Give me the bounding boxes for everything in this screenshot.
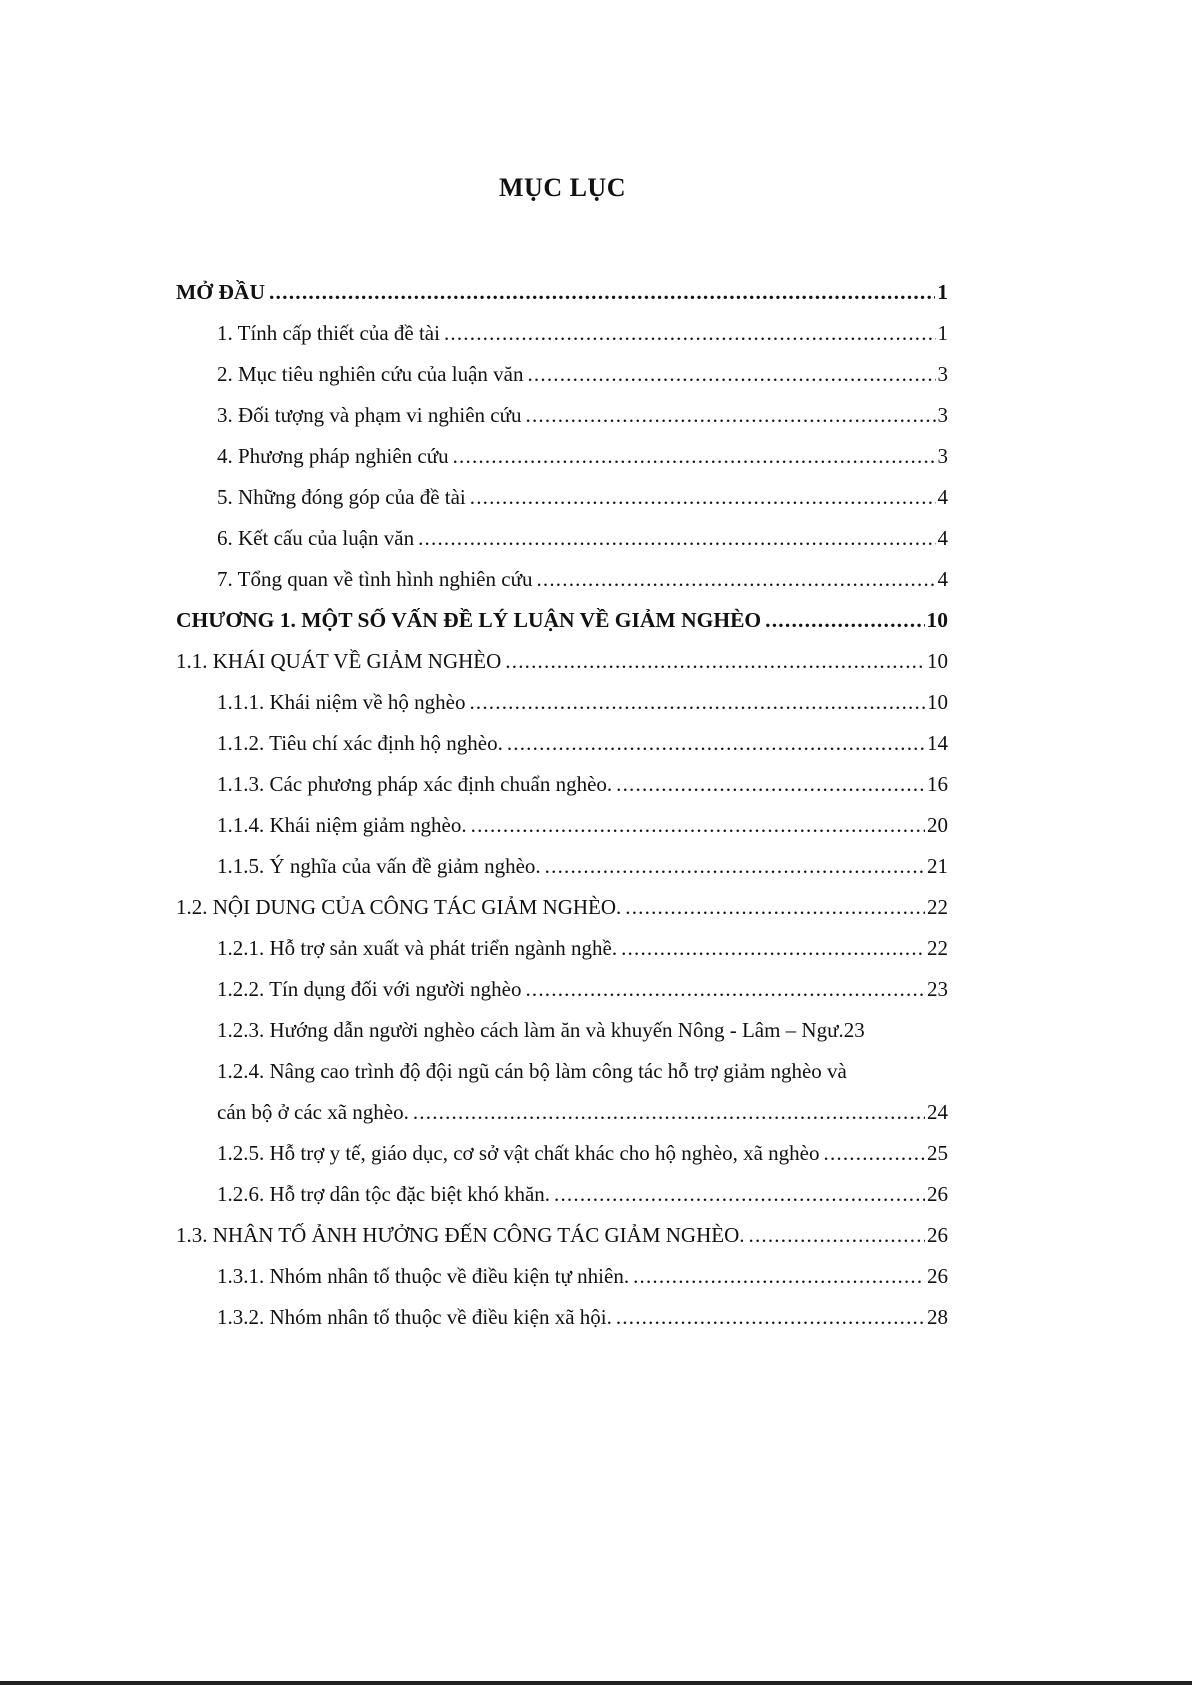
toc-entry[interactable] bbox=[176, 928, 948, 969]
toc-entry[interactable] bbox=[176, 805, 948, 846]
toc-entry[interactable] bbox=[176, 1092, 948, 1133]
toc-entry-label: 1.1.4. Khái niệm giảm nghèo. bbox=[217, 813, 467, 837]
toc-entry-page: 23 bbox=[843, 1018, 865, 1042]
dot-leader bbox=[507, 723, 925, 764]
dot-leader bbox=[470, 477, 936, 518]
dot-leader bbox=[765, 600, 924, 641]
dot-leader bbox=[269, 272, 935, 313]
toc-entry-label: 1.1.2. Tiêu chí xác định hộ nghèo. bbox=[217, 731, 503, 755]
toc-entry[interactable] bbox=[176, 1133, 948, 1174]
toc-entry-page: 10 bbox=[926, 608, 948, 632]
toc-entry-page: 3 bbox=[937, 403, 948, 427]
toc-entry-page: 4 bbox=[937, 526, 948, 550]
toc-entry[interactable] bbox=[176, 1297, 948, 1338]
toc-entry-label: 3. Đối tượng và phạm vi nghiên cứu bbox=[217, 403, 522, 427]
toc-entry-label: 1.2. NỘI DUNG CỦA CÔNG TÁC GIẢM NGHÈO. bbox=[176, 895, 622, 919]
dot-leader bbox=[526, 395, 936, 436]
dot-leader bbox=[453, 436, 936, 477]
toc-entry-page: 26 bbox=[927, 1182, 948, 1206]
toc-entry-page: 22 bbox=[927, 895, 948, 919]
dot-leader bbox=[633, 1256, 925, 1297]
dot-leader bbox=[554, 1174, 925, 1215]
toc-entry-section-1-3[interactable] bbox=[176, 1215, 948, 1256]
toc-entry-label: 1.1.5. Ý nghĩa của vấn đề giảm nghèo. bbox=[217, 854, 541, 878]
dot-leader bbox=[527, 354, 935, 395]
toc-entry[interactable] bbox=[176, 436, 948, 477]
dot-leader bbox=[505, 641, 925, 682]
dot-leader bbox=[536, 559, 935, 600]
toc-entry-label: 1.2.1. Hỗ trợ sản xuất và phát triển ngành nghề. bbox=[217, 936, 618, 960]
toc-entry-label: 1.2.5. Hỗ trợ y tế, giáo dục, cơ sở vật chất khác cho hộ nghèo, xã nghèo bbox=[217, 1141, 820, 1165]
toc-entry-mo-dau[interactable] bbox=[176, 272, 948, 313]
toc-entry[interactable] bbox=[176, 313, 948, 354]
toc-entry-label: MỞ ĐẦU bbox=[176, 280, 265, 304]
toc-entry-page: 4 bbox=[937, 567, 948, 591]
toc-entry-label: 1.3. NHÂN TỐ ẢNH HƯỞNG ĐẾN CÔNG TÁC GIẢM NGHÈO. bbox=[176, 1223, 745, 1247]
toc-entry-label: cán bộ ở các xã nghèo. bbox=[217, 1100, 409, 1124]
toc-entry-page: 1 bbox=[937, 280, 948, 304]
toc-entry[interactable] bbox=[176, 559, 948, 600]
toc-entry-page: 26 bbox=[927, 1223, 948, 1247]
table-of-contents bbox=[176, 272, 948, 1338]
dot-leader bbox=[824, 1133, 926, 1174]
toc-entry-label: 6. Kết cấu của luận văn bbox=[217, 526, 415, 550]
dot-leader bbox=[616, 1297, 925, 1338]
toc-entry-label: CHƯƠNG 1. MỘT SỐ VẤN ĐỀ LÝ LUẬN VỀ GIẢM NGHÈO bbox=[176, 608, 762, 632]
toc-entry-label: 5. Những đóng góp của đề tài bbox=[217, 485, 466, 509]
toc-entry[interactable] bbox=[176, 518, 948, 559]
toc-entry-label: 1.1.1. Khái niệm về hộ nghèo bbox=[217, 690, 466, 714]
dot-leader bbox=[545, 846, 925, 887]
dot-leader bbox=[471, 805, 925, 846]
toc-entry-label-line-1[interactable]: 1.2.4. Nâng cao trình độ đội ngũ cán bộ làm công tác hỗ trợ giảm nghèo và bbox=[217, 1059, 847, 1083]
toc-entry-page: 20 bbox=[927, 813, 948, 837]
toc-entry-page: 1 bbox=[937, 321, 948, 345]
toc-entry[interactable] bbox=[176, 354, 948, 395]
toc-entry-label: 2. Mục tiêu nghiên cứu của luận văn bbox=[217, 362, 524, 386]
dot-leader bbox=[625, 887, 925, 928]
toc-entry-page: 10 bbox=[927, 690, 948, 714]
dot-leader bbox=[749, 1215, 926, 1256]
toc-entry-label: 4. Phương pháp nghiên cứu bbox=[217, 444, 449, 468]
toc-entry-label: 1.2.3. Hướng dẫn người nghèo cách làm ăn và khuyến Nông - Lâm – Ngư. bbox=[217, 1018, 844, 1042]
toc-entry[interactable] bbox=[176, 723, 948, 764]
dot-leader bbox=[413, 1092, 925, 1133]
dot-leader bbox=[616, 764, 925, 805]
toc-entry-page: 23 bbox=[927, 977, 948, 1001]
toc-entry-page: 24 bbox=[927, 1100, 948, 1124]
toc-entry-page: 4 bbox=[937, 485, 948, 509]
toc-entry[interactable] bbox=[176, 1256, 948, 1297]
toc-entry[interactable] bbox=[176, 477, 948, 518]
toc-entry-page: 16 bbox=[927, 772, 948, 796]
toc-entry-page: 3 bbox=[937, 362, 948, 386]
toc-entry-label: 1. Tính cấp thiết của đề tài bbox=[217, 321, 440, 345]
toc-entry-label: 1.1. KHÁI QUÁT VỀ GIẢM NGHÈO bbox=[176, 649, 502, 673]
toc-entry-page: 14 bbox=[927, 731, 948, 755]
toc-entry-label: 1.3.2. Nhóm nhân tố thuộc về điều kiện xã hội. bbox=[217, 1305, 612, 1329]
toc-entry-label: 1.2.6. Hỗ trợ dân tộc đặc biệt khó khăn. bbox=[217, 1182, 551, 1206]
toc-entry-page: 3 bbox=[937, 444, 948, 468]
dot-leader bbox=[418, 518, 935, 559]
toc-entry[interactable] bbox=[176, 1174, 948, 1215]
page-bottom-rule bbox=[0, 1681, 1192, 1685]
toc-entry-page: 22 bbox=[927, 936, 948, 960]
dot-leader bbox=[444, 313, 936, 354]
toc-entry-page: 26 bbox=[927, 1264, 948, 1288]
toc-entry-label: 1.1.3. Các phương pháp xác định chuẩn nghèo. bbox=[217, 772, 613, 796]
toc-entry-section-1-1[interactable] bbox=[176, 641, 948, 682]
toc-entry[interactable] bbox=[176, 682, 948, 723]
toc-entry-page: 28 bbox=[927, 1305, 948, 1329]
dot-leader bbox=[621, 928, 925, 969]
toc-entry-page: 21 bbox=[927, 854, 948, 878]
dot-leader bbox=[525, 969, 925, 1010]
dot-leader bbox=[469, 682, 925, 723]
toc-entry-page: 10 bbox=[927, 649, 948, 673]
toc-entry-page: 25 bbox=[927, 1141, 948, 1165]
toc-entry[interactable] bbox=[176, 846, 948, 887]
toc-entry-section-1-2[interactable] bbox=[176, 887, 948, 928]
toc-entry[interactable] bbox=[176, 969, 948, 1010]
toc-entry[interactable] bbox=[176, 1010, 948, 1051]
page-title: MỤC LỤC bbox=[499, 173, 626, 202]
toc-entry-chapter-1[interactable] bbox=[176, 600, 948, 641]
toc-entry-label: 7. Tổng quan về tình hình nghiên cứu bbox=[217, 567, 533, 591]
toc-entry-label: 1.3.1. Nhóm nhân tố thuộc về điều kiện tự nhiên. bbox=[217, 1264, 630, 1288]
toc-entry[interactable] bbox=[176, 764, 948, 805]
toc-entry[interactable] bbox=[176, 395, 948, 436]
toc-entry-label: 1.2.2. Tín dụng đối với người nghèo bbox=[217, 977, 522, 1001]
